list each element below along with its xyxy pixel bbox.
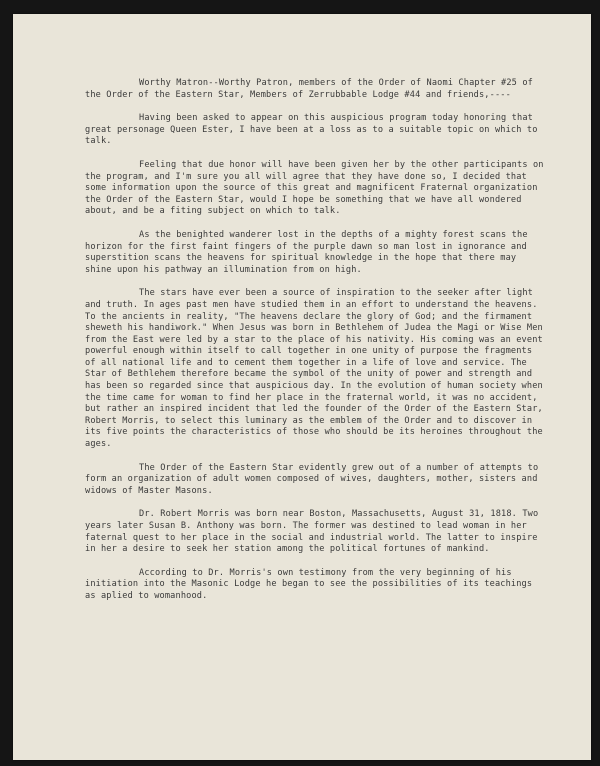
paragraph-benighted-wanderer: As the benighted wanderer lost in the depths of a mighty forest scans the horizon for the first faint fingers of the purple dawn so man lost in ignorance and superstition scans the heavens for spiritual knowledge in the hope that there may shine upon his pathway an illumination from on high. <box>85 229 533 275</box>
typewritten-page <box>13 14 591 760</box>
paragraph-robert-morris: Dr. Robert Morris was born near Boston, Massachusetts, August 31, 1818. Two years later Susan B. Anthony was born. The former was destined to lead woman in her faternal quest to her place in the social and industrial world. The latter to inspire in her a desire to seek her station among the political fortunes of mankind. <box>85 509 544 555</box>
paragraph-masonic-testimony: According to Dr. Morris's own testimony from the very beginning of his initiation into the Masonic Lodge he began to see the possibilities of its teachings as aplied to womanhood. <box>85 567 538 601</box>
paragraph-stars-inspiration: The stars have ever been a source of inspiration to the seeker after light and truth. In ages past men have studied them in an effort to understand the heavens. To the ancients in reality, "The heavens declare the glory of God; and the firmament sheweth his handiwork." When Jesus was born in Bethlehem of Judea the Magi or Wise Men from the East were led by a star to the place of his nativity. His coming was an event powerful enough within itself to call together in one unity of purpose the fragments of all national life and to cement them together in a life of love and service. The Star of Bethlehem therefore became the symbol of the unity of power and strength and has been so regarded since that auspicious day. In the evolution of human society when the time came for woman to find her place in the fraternal world, it was no accident, but rather an inspired incident that led the founder of the Order of the Eastern Star, Robert Morris, to select this luminary as the emblem of the Order and to discover in its five points the characteristics of those who should be its heroines throughout the ages. <box>85 288 549 450</box>
salutation-paragraph: Worthy Matron--Worthy Patron, members of the Order of Naomi Chapter #25 of the Order of the Eastern Star, Members of Zerrubbable Lodge #44 and friends,---- <box>85 78 539 100</box>
paragraph-topic: Having been asked to appear on this auspicious program today honoring that great personage Queen Ester, I have been at a loss as to a suitable topic on which to talk. <box>85 113 543 147</box>
page-body <box>85 78 547 615</box>
paragraph-fraternal-organization: Feeling that due honor will have been given her by the other participants on the program, and I'm sure you all will agree that they have done so, I decided that some information upon the source of this great and magnificent Fraternal organization the Order of the Eastern Star, would I hope be something that we have all wondered about, and be a fiting subject on which to talk. <box>85 159 549 217</box>
paragraph-order-origin: The Order of the Eastern Star evidently grew out of a number of attempts to form an organization of adult women composed of wives, daughters, mother, sisters and widows of Master Masons. <box>85 462 544 496</box>
